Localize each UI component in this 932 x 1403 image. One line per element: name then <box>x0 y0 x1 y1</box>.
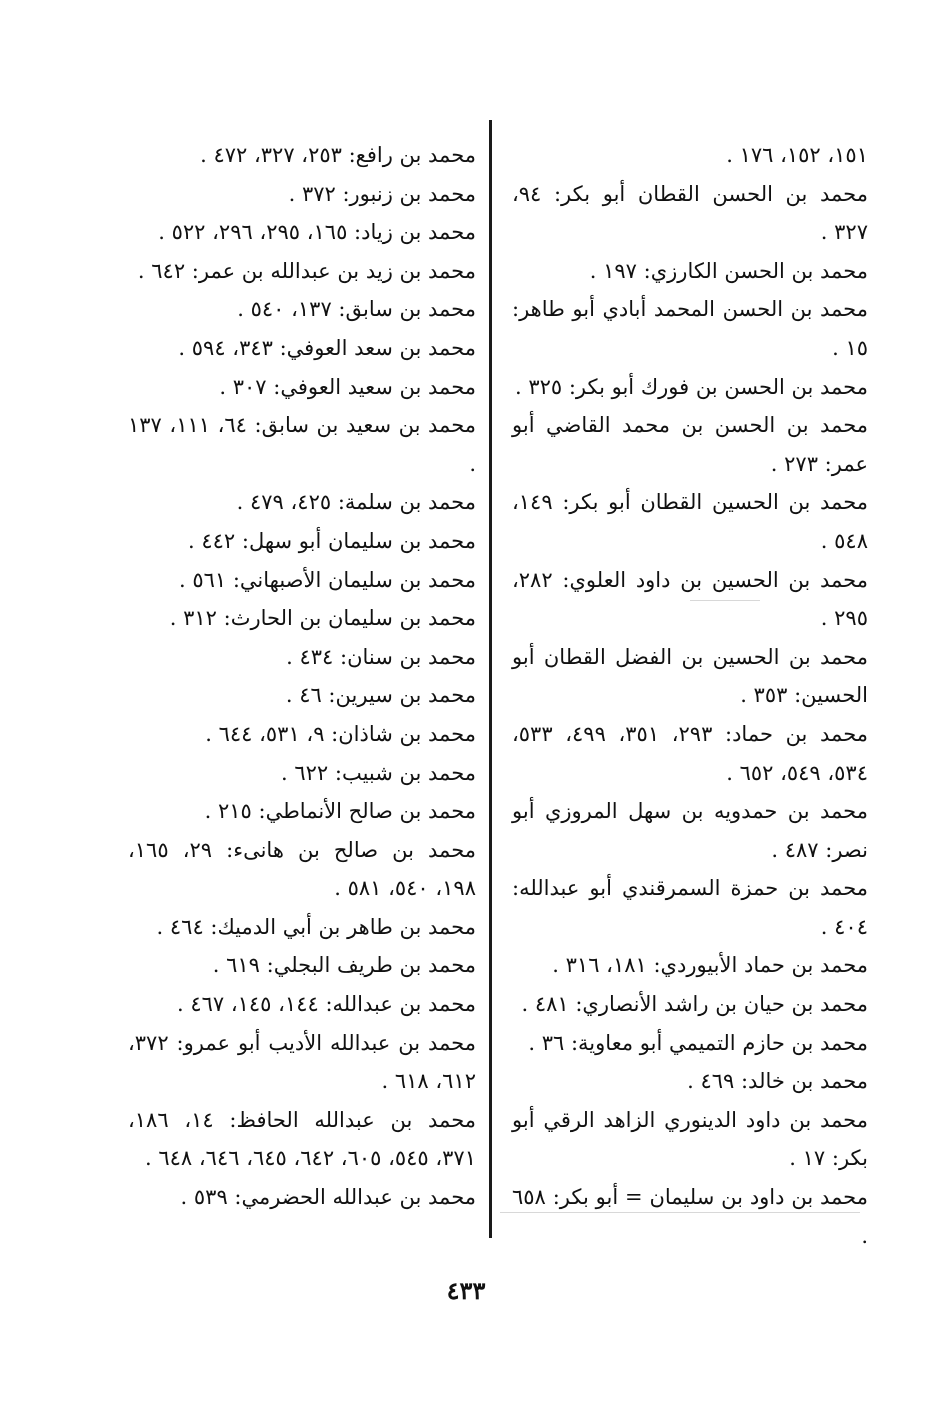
index-entry: محمد بن حيان بن راشد الأنصاري: ٤٨١ . <box>521 992 868 1017</box>
index-entry: محمد بن الحسن بن فورك أبو بكر: ٣٢٥ . <box>514 374 868 399</box>
index-entry: محمد بن الحسن القطان أبو بكر: ٩٤، ٣٢٧ . <box>512 181 868 245</box>
index-entry: محمد بن سعيد العوفي: ٣٠٧ . <box>219 374 476 399</box>
index-entry: محمد بن سلمة: ٤٢٥، ٤٧٩ . <box>236 490 476 515</box>
index-entry: محمد بن الحسن بن محمد القاضي أبو عمر: ٢٧٣ . <box>512 413 868 476</box>
index-entry: محمد بن رافع: ٢٥٣، ٣٢٧، ٤٧٢ . <box>200 143 476 167</box>
index-entry: محمد بن حماد الأبيوردي: ١٨١، ٣١٦ . <box>552 953 868 978</box>
page-number: ٤٣٣ <box>446 1276 486 1305</box>
column-divider <box>489 120 492 1238</box>
index-entry: محمد بن الحسن الكارزي: ١٩٧ . <box>589 258 868 283</box>
index-entry: محمد بن داود بن سليمان = أبو بكر: ٦٥٨ . <box>512 1185 868 1248</box>
index-entry: محمد بن عبدالله: ١٤٤، ١٤٥، ٤٦٧ . <box>176 992 476 1017</box>
index-entry: محمد بن طاهر بن أبي الدميك: ٤٦٤ . <box>156 914 476 939</box>
index-entry: محمد بن داود الدينوري الزاهد الرقي أبو بكر: ١٧ . <box>512 1107 868 1171</box>
left-index-column <box>128 136 476 1217</box>
index-entry: محمد بن الحسين القطان أبو بكر: ١٤٩، ٥٤٨ . <box>512 490 868 553</box>
index-entry: محمد بن شاذان: ٩، ٥٣١، ٦٤٤ . <box>205 721 476 746</box>
index-entry: محمد بن الحسين بن داود العلوي: ٢٨٢، ٢٩٥ . <box>512 567 868 631</box>
scan-artifact-line <box>500 1212 860 1213</box>
index-entry: محمد بن سليمان الأصبهاني: ٥٦١ . <box>178 567 476 592</box>
index-entry: محمد بن خالد: ٤٦٩ . <box>687 1069 868 1094</box>
index-entry: محمد بن شبيب: ٦٢٢ . <box>281 760 476 785</box>
index-entry: محمد بن سليمان أبو سهل: ٤٤٢ . <box>187 528 476 553</box>
index-entry: محمد بن طريف البجلي: ٦١٩ . <box>212 953 476 978</box>
index-entry: محمد بن عبدالله الحافظ: ١٤، ١٨٦، ٣٧١، ٥٤٥، ٦٠٥، ٦٤٢، ٦٤٥، ٦٤٦، ٦٤٨ . <box>128 1107 476 1171</box>
index-entry: محمد بن زيد بن عبدالله بن عمر: ٦٤٢ . <box>137 258 476 283</box>
index-entry: محمد بن عبدالله الحضرمي: ٥٣٩ . <box>180 1185 476 1210</box>
index-entry: محمد بن صالح الأنماطي: ٢١٥ . <box>204 799 476 824</box>
index-entry: محمد بن حمزة السمرقندي أبو عبدالله: ٤٠٤ . <box>512 876 868 939</box>
index-entry: ١٥١، ١٥٢، ١٧٦ . <box>726 143 868 167</box>
index-entry: محمد بن حازم التميمي أبو معاوية: ٣٦ . <box>528 1030 868 1055</box>
index-entry: محمد بن سيرين: ٤٦ . <box>285 683 476 708</box>
right-index-column <box>512 136 868 1255</box>
index-entry: محمد بن حمدويه بن سهل المروزي أبو نصر: ٤٨٧ . <box>512 799 868 862</box>
index-entry: محمد بن الحسن المحمد أبادي أبو طاهر: ١٥ . <box>512 297 868 360</box>
index-entry: محمد بن سابق: ١٣٧، ٥٤٠ . <box>237 297 476 322</box>
index-entry: محمد بن سعد العوفي: ٣٤٣، ٥٩٤ . <box>178 335 476 360</box>
index-entry: محمد بن صالح بن هانىء: ٢٩، ١٦٥، ١٩٨، ٥٤٠، ٥٨١ . <box>128 837 476 901</box>
index-entry: محمد بن سليمان بن الحارث: ٣١٢ . <box>169 606 476 631</box>
index-entry: محمد بن سعيد بن سابق: ٦٤، ١١١، ١٣٧ . <box>128 413 476 476</box>
index-entry: محمد بن زياد: ١٦٥، ٢٩٥، ٢٩٦، ٥٢٢ . <box>158 220 476 245</box>
index-entry: محمد بن عبدالله الأديب أبو عمرو: ٣٧٢، ٦١٢، ٦١٨ . <box>128 1030 476 1094</box>
index-entry: محمد بن الحسين بن الفضل القطان أبو الحسين: ٣٥٣ . <box>512 644 868 708</box>
index-entry: محمد بن زنبور: ٣٧٢ . <box>288 181 476 206</box>
index-entry: محمد بن سنان: ٤٣٤ . <box>286 644 476 669</box>
index-entry: محمد بن حماد: ٢٩٣، ٣٥١، ٤٩٩، ٥٣٣، ٥٣٤، ٥٤٩، ٦٥٢ . <box>512 721 868 785</box>
scan-artifact-line <box>690 600 760 601</box>
